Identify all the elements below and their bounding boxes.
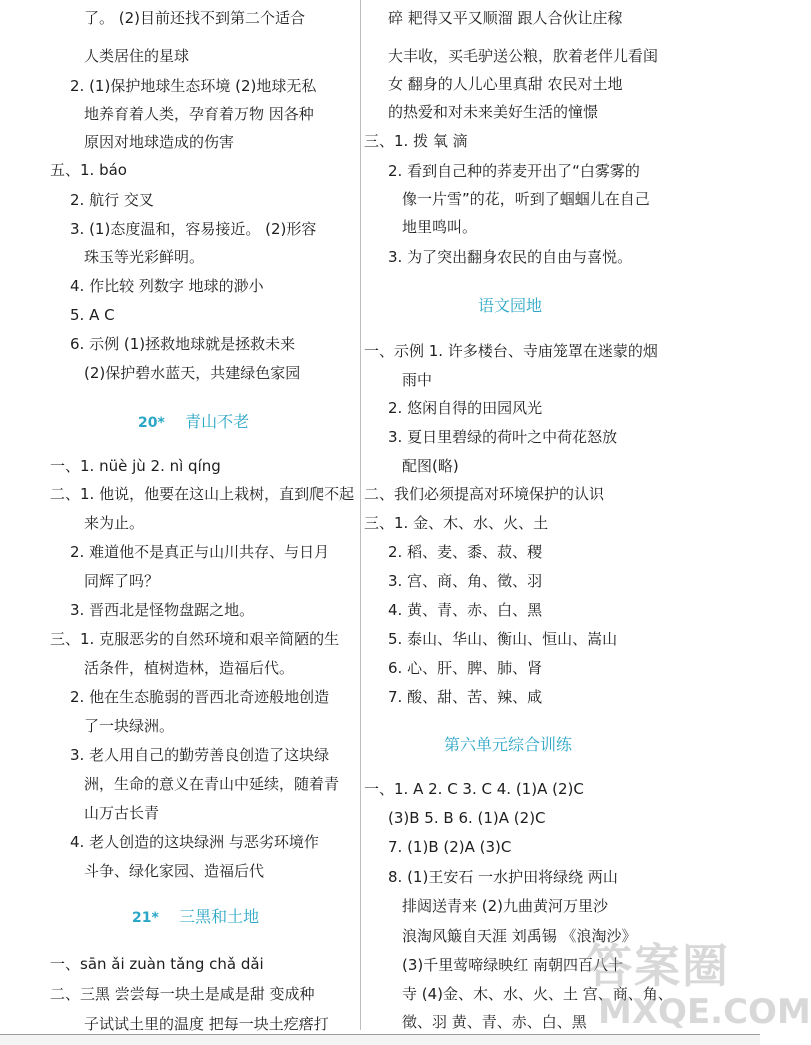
text-line: 4. 老人创造的这块绿洲 与恶劣环境作: [70, 833, 319, 851]
text-line: 山万古长青: [84, 804, 160, 822]
text-line: 浪淘风簸自天涯 刘禹锡 《浪淘沙》: [402, 927, 637, 945]
text-line: 一、sān ǎi zuàn tǎng chǎ dǎi: [50, 955, 264, 973]
text-line: 原因对地球造成的伤害: [84, 133, 235, 151]
text-line: 三、1. 克服恶劣的自然环境和艰辛简陋的生: [50, 630, 340, 648]
text-line: 大丰收，买毛驴送公粮，肷着老伴儿看闺: [388, 47, 659, 65]
text-line: 洲，生命的意义在青山中延续，随着青: [84, 775, 340, 793]
text-line: (3)B 5. B 6. (1)A (2)C: [388, 809, 546, 827]
text-line: 3. 夏日里碧绿的荷叶之中荷花怒放: [388, 428, 618, 446]
lesson-title: 青山不老: [185, 412, 250, 431]
text-line: 2. 他在生态脆弱的晋西北奇迹般地创造: [70, 688, 330, 706]
text-line: 3. 宫、商、角、徵、羽: [388, 572, 543, 590]
text-line: 3. 晋西北是怪物盘踞之地。: [70, 601, 255, 619]
text-line: (3)千里莺啼绿映红 南朝四百八十: [402, 956, 624, 974]
section-title: 语文园地: [478, 296, 543, 315]
text-line: 6. 心、肝、脾、肺、肾: [388, 659, 543, 677]
text-line: 来为止。: [84, 514, 145, 532]
text-line: 三、1. 金、木、水、火、土: [364, 514, 549, 532]
watermark-logo-text: 答案圈: [586, 939, 730, 993]
text-line: 5. A C: [70, 306, 115, 324]
text-line: 徵、羽 黄、青、赤、白、黑: [402, 1013, 587, 1031]
text-line: 8. (1)王安石 一水护田将绿绕 两山: [388, 868, 618, 886]
bottom-border: [0, 1034, 760, 1045]
text-line: 2. 看到自己种的荞麦开出了“白雾雾的: [388, 162, 640, 180]
text-line: 一、1. nüè jù 2. nì qíng: [50, 457, 221, 475]
section-heading-qingshan: [138, 411, 249, 434]
text-line: 子试试土里的温度 把每一块土疙瘩打: [84, 1015, 329, 1033]
text-line: 人类居住的星球: [84, 47, 190, 65]
site-watermark: [586, 930, 811, 1038]
section-heading-unit-six: [444, 734, 572, 756]
lesson-title: 三黑和土地: [179, 907, 260, 926]
lesson-number: 21*: [132, 910, 159, 926]
text-line: 3. (1)态度温和，容易接近。 (2)形容: [70, 220, 317, 238]
text-line: 珠玉等光彩鲜明。: [84, 248, 205, 266]
text-line: 4. 黄、青、赤、白、黑: [388, 601, 543, 619]
text-line: 地里鸣叫。: [402, 218, 478, 236]
text-line: 2. 稻、麦、黍、菽、稷: [388, 543, 543, 561]
text-line: 像一片雪”的花，听到了蝈蝈儿在自己: [402, 190, 650, 208]
section-heading-sanhei: [132, 906, 259, 929]
text-line: 7. (1)B (2)A (3)C: [388, 838, 512, 856]
text-line: 一、1. A 2. C 3. C 4. (1)A (2)C: [364, 780, 584, 798]
text-line: 2. 悠闲自得的田园风光: [388, 399, 543, 417]
section-heading-yuwen-yuandi: [478, 295, 542, 317]
text-line: 6. 示例 (1)拯救地球就是拯救未来: [70, 335, 296, 353]
text-line: 了一块绿洲。: [84, 717, 175, 735]
text-line: 五、1. báo: [50, 161, 127, 179]
text-line: 7. 酸、甜、苦、辣、咸: [388, 688, 543, 706]
text-line: 3. 老人用自己的勤劳善良创造了这块绿: [70, 746, 330, 764]
column-divider: [360, 0, 361, 1030]
text-line: 雨中: [402, 371, 433, 389]
text-line: 同辉了吗？: [84, 572, 160, 590]
text-line: 2. (1)保护地球生态环境 (2)地球无私: [70, 77, 317, 95]
text-line: 斗争、绿化家园、造福后代: [84, 862, 265, 880]
watermark-url: MXQE.COM: [598, 992, 811, 1032]
text-line: 排闼送青来 (2)九曲黄河万里沙: [402, 897, 609, 915]
text-line: 三、1. 拨 氧 滴: [364, 132, 468, 150]
text-line: 配图(略): [402, 457, 459, 475]
text-line: 4. 作比较 列数字 地球的渺小: [70, 277, 264, 295]
text-line: 活条件，植树造林，造福后代。: [84, 659, 295, 677]
text-line: 2. 难道他不是真正与山川共存、与日月: [70, 543, 330, 561]
text-line: 二、三黑 尝尝每一块土是咸是甜 变成种: [50, 985, 315, 1003]
text-line: 女 翻身的人儿心里真甜 农民对土地: [388, 75, 623, 93]
text-line: 二、我们必须提高对环境保护的认识: [364, 485, 605, 503]
section-title: 第六单元综合训练: [444, 735, 573, 754]
text-line: 二、1. 他说，他要在这山上栽树，直到爬不起: [50, 485, 355, 503]
text-line: 地养育着人类，孕育着万物 因各种: [84, 105, 314, 123]
lesson-number: 20*: [138, 415, 165, 431]
text-line: 碎 耙得又平又顺溜 跟人合伙让庄稼: [388, 9, 623, 27]
text-line: 寺 (4)金、木、水、火、土 宫、商、角、: [402, 985, 673, 1003]
text-line: 5. 泰山、华山、衡山、恒山、嵩山: [388, 630, 618, 648]
text-line: 的热爱和对未来美好生活的憧憬: [388, 103, 599, 121]
text-line: 3. 为了突出翻身农民的自由与喜悦。: [388, 248, 633, 266]
text-line: 一、示例 1. 许多楼台、寺庙笼罩在迷蒙的烟: [364, 342, 658, 360]
text-line: (2)保护碧水蓝天，共建绿色家园: [84, 364, 301, 382]
text-line: 了。 (2)目前还找不到第二个适合: [84, 9, 306, 27]
text-line: 2. 航行 交叉: [70, 191, 154, 209]
